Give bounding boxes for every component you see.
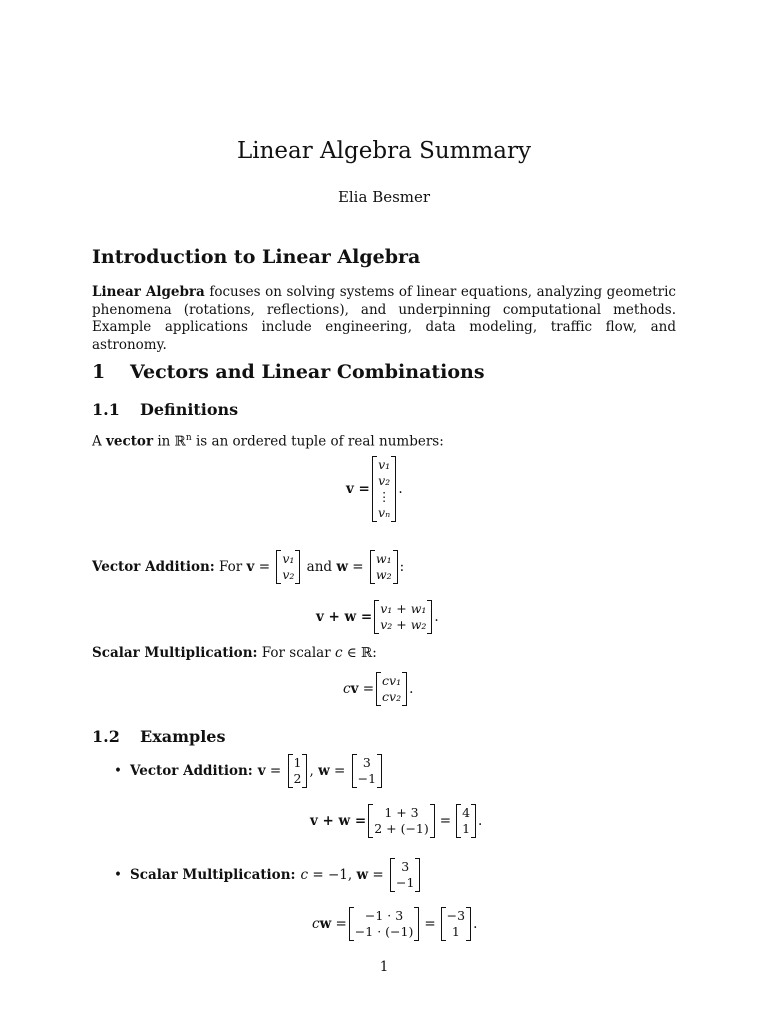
ex1-sum-row-1: 1 + 3 bbox=[384, 805, 419, 820]
scalar-row-2: cv₂ bbox=[382, 689, 402, 704]
example-1-sum-matrix bbox=[368, 804, 435, 838]
ex2-result-row-1: −3 bbox=[446, 908, 466, 923]
example-2-product-matrix bbox=[349, 907, 420, 941]
eq-scalar-v: v bbox=[350, 681, 359, 697]
addition-row-2: v₂ + w₂ bbox=[380, 617, 427, 632]
example-1-comma: , bbox=[309, 763, 319, 779]
ex2-product-row-1: −1 · 3 bbox=[364, 908, 404, 923]
example-2-eq: = bbox=[368, 867, 388, 883]
scalar-matrix bbox=[376, 672, 407, 706]
intro-term: Linear Algebra bbox=[92, 284, 205, 300]
v-row-1: v₁ bbox=[282, 551, 295, 566]
eq-ex1-lhs: v + w = bbox=[310, 813, 367, 829]
vector-addition-w-matrix bbox=[370, 550, 398, 584]
v-row-2: v₂ bbox=[282, 567, 295, 582]
example-1-w: w bbox=[318, 763, 330, 779]
eq-vector-lhs: v = bbox=[346, 481, 370, 497]
ex2-result-row-2: 1 bbox=[451, 924, 460, 939]
document-author: Elia Besmer bbox=[337, 188, 431, 206]
section-1-title: Vectors and Linear Combinations bbox=[130, 361, 485, 383]
scalar-multiplication-definition bbox=[92, 645, 377, 662]
vector-addition-eq2: = bbox=[347, 559, 368, 575]
subsection-1-1-number: 1.1 bbox=[92, 400, 120, 419]
vector-addition-label: Vector Addition: bbox=[92, 559, 215, 575]
equation-scalar bbox=[343, 672, 413, 706]
eq-scalar-end: . bbox=[409, 681, 414, 697]
example-1-w-matrix bbox=[352, 754, 382, 788]
example-vector-addition bbox=[114, 754, 384, 788]
intro-heading: Introduction to Linear Algebra bbox=[92, 246, 421, 268]
addition-matrix bbox=[374, 600, 432, 634]
vector-matrix bbox=[372, 456, 397, 522]
subsection-1-1-title: Definitions bbox=[140, 400, 239, 419]
scalar-mult-text: For scalar bbox=[257, 645, 335, 661]
subsection-1-1-heading bbox=[92, 400, 238, 419]
scalar-row-1: cv₁ bbox=[382, 673, 402, 688]
subsection-1-2-heading bbox=[92, 727, 225, 746]
example-2-cval: = −1, bbox=[308, 867, 357, 883]
example-scalar-multiplication bbox=[114, 858, 422, 892]
eq-ex2-c: c bbox=[312, 916, 320, 932]
example-1-v-matrix bbox=[288, 754, 308, 788]
eq-ex2-end: . bbox=[473, 916, 478, 932]
example-2-w: w bbox=[356, 867, 369, 883]
eq-ex1-eq: = bbox=[439, 813, 452, 829]
ex1-w-row-2: −1 bbox=[357, 771, 377, 786]
example-2-result-matrix bbox=[441, 907, 471, 941]
bullet-1: • bbox=[114, 763, 122, 779]
vector-addition-eq1: = bbox=[254, 559, 275, 575]
equation-vector bbox=[346, 456, 403, 522]
equation-example-2 bbox=[312, 907, 477, 941]
w-row-2: w₂ bbox=[375, 567, 392, 582]
document-title: Linear Algebra Summary bbox=[236, 138, 531, 164]
page-number: 1 bbox=[379, 959, 389, 975]
vector-addition-definition bbox=[92, 550, 404, 584]
vector-def-mid: in ℝ bbox=[153, 433, 186, 450]
scalar-mult-label: Scalar Multiplication: bbox=[92, 645, 258, 661]
eq-ex2-eq2: = bbox=[424, 916, 436, 932]
section-1-heading bbox=[92, 361, 485, 383]
example-2-label: Scalar Multiplication: bbox=[130, 867, 296, 883]
vector-addition-and: and bbox=[302, 559, 337, 575]
equation-example-1 bbox=[310, 804, 482, 838]
addition-row-1: v₁ + w₁ bbox=[380, 601, 427, 616]
vector-row-n: vₙ bbox=[378, 505, 391, 520]
vector-addition-for: For bbox=[214, 559, 247, 575]
ex1-sum-row-2: 2 + (−1) bbox=[374, 821, 429, 836]
vector-def-prefix: A bbox=[92, 433, 107, 450]
subsection-1-2-title: Examples bbox=[140, 727, 226, 746]
vector-addition-colon: : bbox=[399, 559, 405, 575]
eq-addition-end: . bbox=[434, 609, 439, 625]
vector-def-term: vector bbox=[106, 433, 154, 450]
ex2-w-row-1: 3 bbox=[401, 859, 410, 874]
example-1-eq2: = bbox=[329, 763, 350, 779]
intro-text: focuses on solving systems of linear equations, analyzing geometric phenomena (rotations, reflections), and underpinning computational methods. Example applications include engineering, data modeling, traffic flow, and astronomy. bbox=[92, 284, 676, 353]
eq-vector-end: . bbox=[398, 481, 403, 497]
equation-addition bbox=[316, 600, 439, 634]
bullet-2: • bbox=[114, 867, 122, 883]
vector-def-suffix: is an ordered tuple of real numbers: bbox=[191, 433, 444, 450]
vector-def-sup: n bbox=[185, 433, 192, 443]
example-1-result-matrix bbox=[456, 804, 476, 838]
ex1-result-row-2: 1 bbox=[462, 821, 471, 836]
example-1-label: Vector Addition: bbox=[130, 763, 253, 779]
example-1-v: v bbox=[257, 763, 266, 779]
eq-addition-lhs: v + w = bbox=[316, 609, 373, 625]
eq-scalar-c: c bbox=[343, 681, 351, 697]
ex1-result-row-1: 4 bbox=[462, 805, 471, 820]
example-2-w-matrix bbox=[390, 858, 420, 892]
eq-scalar-eq: = bbox=[358, 681, 375, 697]
eq-ex1-end: . bbox=[478, 813, 483, 829]
example-1-eq1: = bbox=[265, 763, 286, 779]
ex1-v-row-2: 2 bbox=[293, 771, 302, 786]
w-row-1: w₁ bbox=[375, 551, 392, 566]
scalar-mult-in: ∈ ℝ: bbox=[342, 645, 377, 661]
subsection-1-2-number: 1.2 bbox=[92, 727, 120, 746]
section-1-number: 1 bbox=[92, 361, 106, 383]
intro-paragraph bbox=[92, 284, 676, 354]
vector-addition-w: w bbox=[336, 559, 348, 575]
example-2-c: c bbox=[300, 867, 309, 883]
vector-row-2: v₂ bbox=[378, 473, 391, 488]
ex2-w-row-2: −1 bbox=[395, 875, 415, 890]
scalar-mult-c: c bbox=[334, 645, 343, 661]
vector-definition bbox=[92, 430, 444, 451]
ex2-product-row-2: −1 · (−1) bbox=[354, 924, 414, 939]
vector-addition-v-matrix bbox=[276, 550, 300, 584]
eq-ex2-w: w bbox=[319, 916, 332, 932]
ex1-v-row-1: 1 bbox=[293, 755, 302, 770]
vector-row-dots: ⋮ bbox=[377, 489, 391, 504]
eq-ex2-eq: = bbox=[331, 916, 347, 932]
vector-row-1: v₁ bbox=[378, 457, 391, 472]
vector-addition-v: v bbox=[246, 559, 255, 575]
ex1-w-row-1: 3 bbox=[362, 755, 371, 770]
